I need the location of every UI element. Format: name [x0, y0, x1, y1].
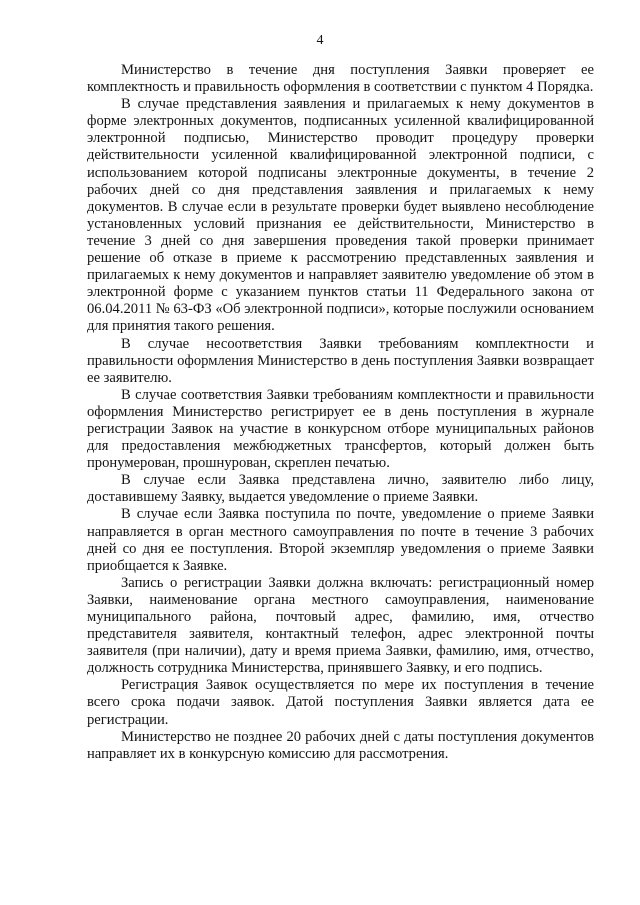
paragraph-electronic-signature-check: В случае представления заявления и прилагаемых к нему документов в форме электронных документов, подписанных усиленной квалифицированной электронной подписью, Министерство проводит процедуру проверки действительности усиленной квалифицированной электронной подписи, с использованием которой подписаны электронные документы, в течение 2 рабочих дней со дня представления заявления и прилагаемых к нему документов. В случае если в результате проверки будет выявлено несоблюдение установленных условий признания ее действительности, Министерство в течение 3 дней со дня завершения проведения такой проверки принимает решение об отказе в приеме к рассмотрению представленных заявления и прилагаемых к нему документов и направляет заявителю уведомление об этом в электронной форме с указанием пунктов статьи 11 Федерального закона от 06.04.2011 № 63-ФЗ «Об электронной подписи», которые послужили основанием для принятия такого решения. [87, 96, 594, 335]
paragraph-registration-record: Запись о регистрации Заявки должна включать: регистрационный номер Заявки, наименование органа местного самоуправления, наименование муниципального района, почтовый адрес, фамилию, имя, отчество представителя заявителя, контактный телефон, адрес электронной почты заявителя (при наличии), дату и время приема Заявки, фамилию, имя, отчество, должность сотрудника Министерства, принявшего Заявку, и его подпись. [87, 574, 594, 677]
paragraph-registration: В случае соответствия Заявки требованиям комплектности и правильности оформления Министерство регистрирует ее в день поступления в журнале регистрации Заявок на участие в конкурсном отборе муниципальных районов для предоставления межбюджетных трансфертов, который должен быть пронумерован, прошнурован, скреплен печатью. [87, 386, 594, 472]
page-number: 4 [316, 33, 324, 48]
paragraph-registration-timing: Регистрация Заявок осуществляется по мере их поступления в течение всего срока подачи заявок. Датой поступления Заявки является дата ее регистрации. [87, 677, 594, 728]
paragraph-completeness-check: Министерство в течение дня поступления Заявки проверяет ее комплектность и правильность оформления в соответствии с пунктом 4 Порядка. [87, 62, 594, 96]
paragraph-commission-transfer: Министерство не позднее 20 рабочих дней с даты поступления документов направляет их в конкурсную комиссию для рассмотрения. [87, 728, 594, 762]
paragraph-postal-delivery: В случае если Заявка поступила по почте, уведомление о приеме Заявки направляется в орган местного самоуправления по почте в течение 3 рабочих дней со дня ее поступления. Второй экземпляр уведомления о приеме Заявки приобщается к Заявке. [87, 506, 594, 574]
document-body [87, 62, 594, 763]
paragraph-nonconformity-return: В случае несоответствия Заявки требованиям комплектности и правильности оформления Министерство в день поступления Заявки возвращает ее заявителю. [87, 335, 594, 386]
paragraph-personal-delivery: В случае если Заявка представлена лично, заявителю либо лицу, доставившему Заявку, выдается уведомление о приеме Заявки. [87, 472, 594, 506]
